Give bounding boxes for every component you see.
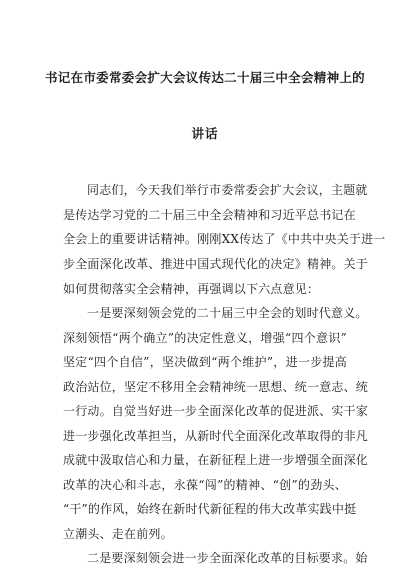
body-text-line: “干”的作风，始终在新时代新征程的伟大改革实践中挺 (63, 502, 357, 516)
body-text-line: 如何贯彻落实全会精神，再强调以下六点意见： (63, 282, 320, 296)
body-text-line: 进一步强化改革担当，从新时代全面深化改革取得的非凡 (63, 429, 369, 443)
body-text-line: 一是要深刻领会党的二十届三中全会的划时代意义。 (87, 306, 368, 320)
body-text-line: 是传达学习党的二十届三中全会精神和习近平总书记在 (63, 208, 356, 222)
body-text-line: 改革的决心和斗志，永葆“闯”的精神、“创”的劲头、 (63, 478, 347, 492)
body-text-line: 步全面深化改革、推进中国式现代化的决定》精神。关于 (63, 257, 369, 271)
body-text-line: 立潮头、走在前列。 (63, 527, 173, 541)
body-text-line: 二是要深刻领会进一步全面深化改革的目标要求。始 (87, 551, 368, 565)
body-text-line: 全会上的重要讲话精神。刚刚XX传达了《中共中央关于进一 (63, 232, 386, 246)
document-title: 书记在市委常委会扩大会议传达二十届三中全会精神上的 (44, 70, 365, 85)
body-text-line: 同志们，今天我们举行市委常委会扩大会议，主题就 (87, 183, 368, 197)
body-text-line: 坚定“四个自信”，坚决做到“两个维护”，进一步提高 (63, 355, 347, 369)
body-text-line: 深刻领悟“两个确立”的决定性意义，增强“四个意识” (63, 331, 347, 345)
body-text-line: 政治站位，坚定不移用全会精神统一思想、统一意志、统 (63, 380, 369, 394)
body-text-line: 一行动。自觉当好进一步全面深化改革的促进派、实干家 (63, 404, 369, 418)
document-title-continuation: 讲话 (191, 126, 219, 141)
body-text-line: 成就中汲取信心和力量，在新征程上进一步增强全面深化 (63, 453, 369, 467)
